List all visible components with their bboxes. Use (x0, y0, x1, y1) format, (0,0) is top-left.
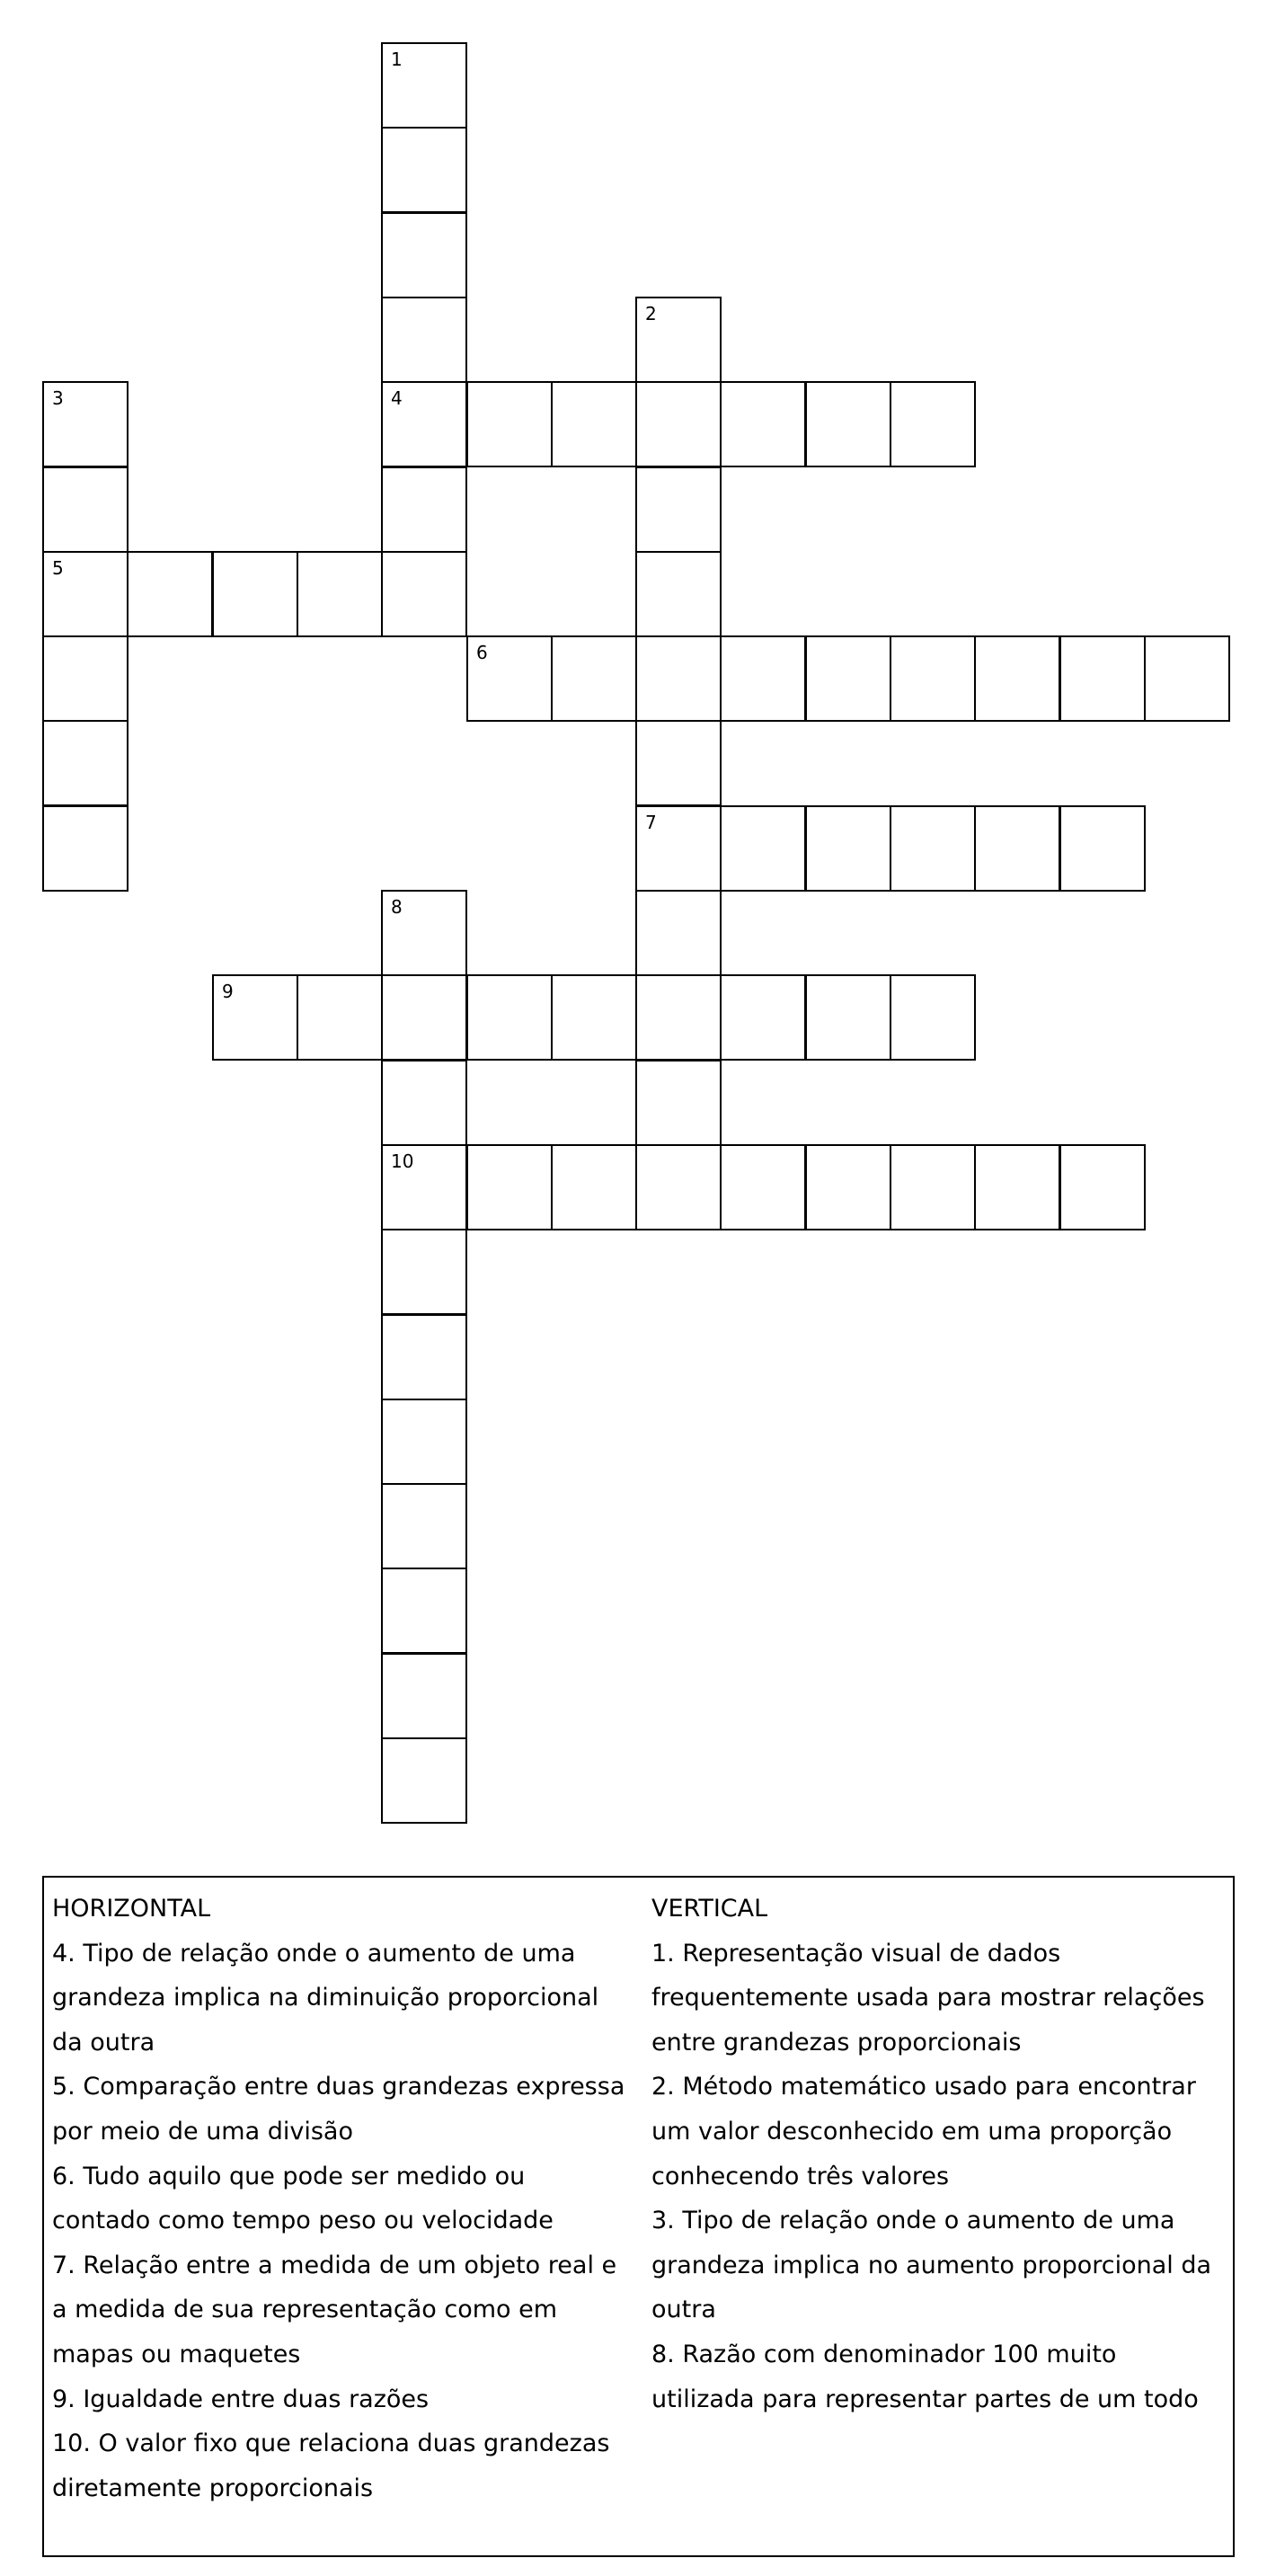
vertical-title: VERTICAL (651, 1895, 768, 1923)
crossword-cell[interactable] (381, 1060, 467, 1146)
crossword-cell[interactable] (1144, 635, 1230, 722)
crossword-cell[interactable] (381, 297, 467, 383)
cell-number: 2 (645, 303, 657, 324)
crossword-cell[interactable] (381, 1144, 467, 1230)
clue-vertical-8: 8. Razão com denominador 100 muito utilizada para representar partes de um todo (651, 2340, 1199, 2413)
crossword-cell[interactable] (890, 974, 976, 1061)
crossword-cell[interactable] (635, 1144, 722, 1230)
crossword-cell[interactable] (805, 635, 891, 722)
clue-horizontal-6: 6. Tudo aquilo que pode ser medido ou contado como tempo peso ou velocidade (52, 2162, 554, 2235)
crossword-cell[interactable] (635, 805, 722, 892)
cell-number: 4 (391, 387, 403, 409)
crossword-cell[interactable] (890, 635, 976, 722)
crossword-cell[interactable] (42, 635, 128, 722)
crossword-cell[interactable] (42, 720, 128, 806)
crossword-cell[interactable] (466, 635, 553, 722)
cell-number: 3 (52, 387, 64, 409)
crossword-cell[interactable] (890, 1144, 976, 1230)
clue-horizontal-4: 4. Tipo de relação onde o aumento de uma grandeza implica na diminuição proporcional da outra (52, 1939, 599, 2056)
crossword-cell[interactable] (1059, 1144, 1146, 1230)
clue-horizontal-7: 7. Relação entre a medida de um objeto real e a medida de sua representação como em mapas ou maquetes (52, 2251, 617, 2368)
crossword-cell[interactable] (42, 551, 128, 637)
cell-number: 1 (391, 49, 403, 70)
cell-number: 5 (52, 557, 64, 579)
crossword-cell[interactable] (974, 1144, 1060, 1230)
crossword-cell[interactable] (635, 551, 722, 637)
crossword-cell[interactable] (1059, 805, 1146, 892)
crossword-cell[interactable] (381, 381, 467, 467)
crossword-cell[interactable] (381, 466, 467, 553)
crossword-cell[interactable] (720, 1144, 806, 1230)
crossword-cell[interactable] (805, 805, 891, 892)
crossword-cell[interactable] (635, 635, 722, 722)
crossword-cell[interactable] (635, 720, 722, 806)
crossword-cell[interactable] (127, 551, 213, 637)
crossword-cell[interactable] (381, 1399, 467, 1485)
crossword-cell[interactable] (635, 974, 722, 1061)
crossword-cell[interactable] (381, 551, 467, 637)
crossword-cell[interactable] (42, 805, 128, 892)
clue-vertical-3: 3. Tipo de relação onde o aumento de uma grandeza implica no aumento proporcional da outra (651, 2207, 1212, 2324)
crossword-cell[interactable] (720, 635, 806, 722)
crossword-cell[interactable] (974, 635, 1060, 722)
crossword-cell[interactable] (635, 297, 722, 383)
crossword-cell[interactable] (635, 1060, 722, 1146)
crossword-cell[interactable] (42, 381, 128, 467)
crossword-cell[interactable] (890, 381, 976, 467)
crossword-cell[interactable] (466, 381, 553, 467)
crossword-cell[interactable] (635, 466, 722, 553)
crossword-cell[interactable] (381, 1314, 467, 1400)
crossword-cell[interactable] (381, 1229, 467, 1315)
crossword-cell[interactable] (212, 974, 298, 1061)
crossword-cell[interactable] (297, 551, 383, 637)
cell-number: 8 (391, 896, 403, 918)
crossword-cell[interactable] (42, 466, 128, 553)
crossword-cell[interactable] (381, 890, 467, 976)
clue-horizontal-10: 10. O valor fixo que relaciona duas grandezas diretamente proporcionais (52, 2429, 610, 2502)
crossword-cell[interactable] (212, 551, 298, 637)
crossword-cell[interactable] (381, 1653, 467, 1739)
crossword-cell[interactable] (805, 381, 891, 467)
cell-number: 10 (391, 1150, 414, 1172)
crossword-cell[interactable] (551, 635, 637, 722)
crossword-cell[interactable] (381, 1483, 467, 1569)
vertical-clues (651, 1887, 1227, 2421)
crossword-cell[interactable] (720, 974, 806, 1061)
crossword-cell[interactable] (381, 127, 467, 213)
crossword-cell[interactable] (381, 212, 467, 298)
crossword-cell[interactable] (890, 805, 976, 892)
crossword-cell[interactable] (297, 974, 383, 1061)
cell-number: 6 (476, 642, 488, 663)
crossword-cell[interactable] (720, 381, 806, 467)
crossword-cell[interactable] (551, 1144, 637, 1230)
crossword-cell[interactable] (381, 1568, 467, 1654)
crossword-cell[interactable] (635, 381, 722, 467)
crossword-cell[interactable] (381, 1737, 467, 1824)
crossword-cell[interactable] (466, 1144, 553, 1230)
cell-number: 9 (222, 981, 234, 1002)
clue-horizontal-9: 9. Igualdade entre duas razões (52, 2385, 430, 2413)
cell-number: 7 (645, 812, 657, 833)
crossword-cell[interactable] (551, 381, 637, 467)
crossword-cell[interactable] (466, 974, 553, 1061)
crossword-cell[interactable] (635, 890, 722, 976)
clues-box (42, 1876, 1235, 2557)
crossword-cell[interactable] (1059, 635, 1146, 722)
clue-horizontal-5: 5. Comparação entre duas grandezas expressa por meio de uma divisão (52, 2073, 625, 2145)
crossword-cell[interactable] (381, 974, 467, 1061)
crossword-cell[interactable] (805, 1144, 891, 1230)
horizontal-title: HORIZONTAL (52, 1895, 211, 1923)
crossword-cell[interactable] (805, 974, 891, 1061)
clue-vertical-2: 2. Método matemático usado para encontrar um valor desconhecido em uma proporção conhecendo três valores (651, 2073, 1196, 2190)
horizontal-clues (52, 1887, 627, 2510)
crossword-cell[interactable] (720, 805, 806, 892)
crossword-cell[interactable] (551, 974, 637, 1061)
crossword-cell[interactable] (381, 42, 467, 129)
clue-vertical-1: 1. Representação visual de dados frequentemente usada para mostrar relações entre grandezas proporcionais (651, 1939, 1205, 2056)
crossword-cell[interactable] (974, 805, 1060, 892)
